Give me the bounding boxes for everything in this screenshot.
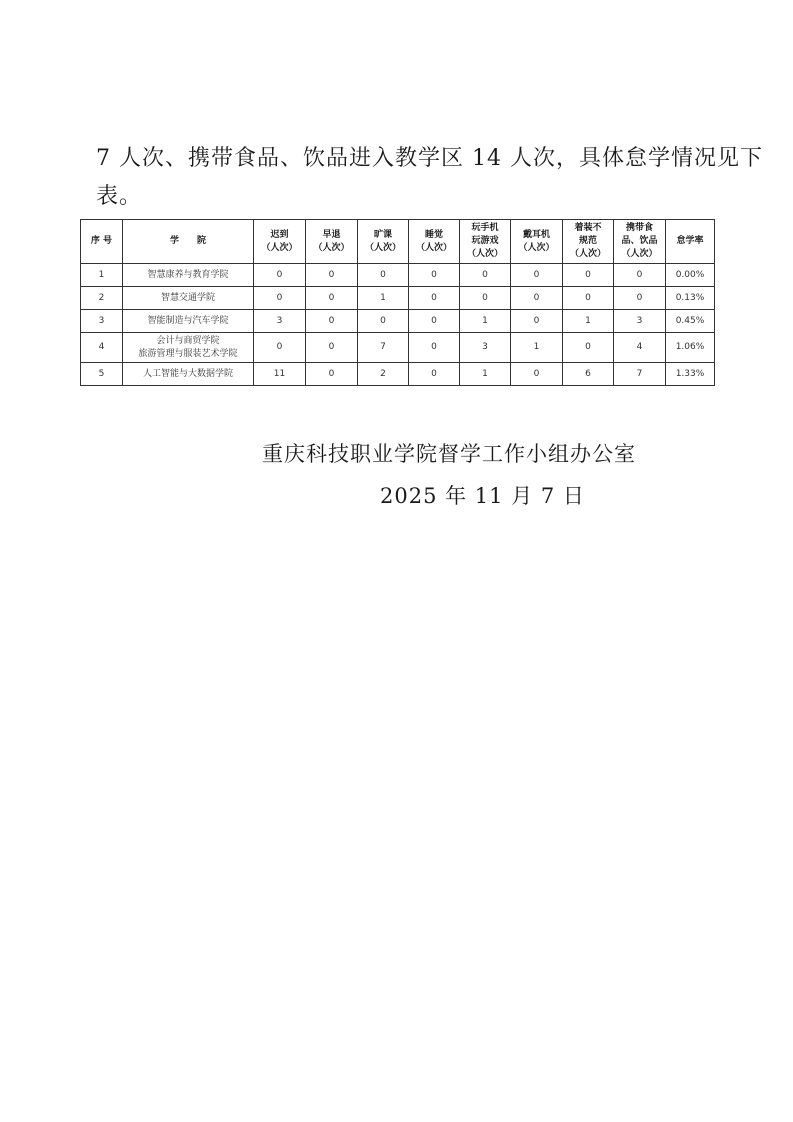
cell-value: 0	[254, 264, 306, 287]
body-paragraph	[96, 140, 763, 216]
header-truancy-rate: 怠学率	[666, 220, 715, 264]
header-college: 学 院	[123, 220, 254, 264]
cell-college: 智能制造与汽车学院	[123, 310, 254, 333]
cell-value: 0	[460, 264, 511, 287]
cell-rate: 1.33%	[666, 363, 715, 386]
cell-value: 2	[358, 363, 409, 386]
cell-rate: 1.06%	[666, 333, 715, 363]
cell-value: 0	[409, 310, 460, 333]
cell-value: 0	[614, 264, 666, 287]
cell-value: 0	[254, 287, 306, 310]
header-late: 迟到 （人次）	[254, 220, 306, 264]
cell-value: 0	[358, 310, 409, 333]
cell-value: 0	[563, 333, 614, 363]
issue-date: 2025 年 11 月 7 日	[380, 484, 585, 508]
cell-value: 0	[511, 310, 563, 333]
cell-value: 0	[511, 363, 563, 386]
table-row	[81, 287, 715, 310]
cell-no: 3	[81, 310, 123, 333]
header-absent: 旷课 （人次）	[358, 220, 409, 264]
cell-rate: 0.45%	[666, 310, 715, 333]
cell-value: 0	[409, 333, 460, 363]
cell-value: 7	[614, 363, 666, 386]
cell-value: 1	[563, 310, 614, 333]
cell-value: 0	[306, 264, 358, 287]
cell-value: 0	[460, 287, 511, 310]
cell-value: 7	[358, 333, 409, 363]
cell-value: 0	[409, 287, 460, 310]
cell-value: 0	[409, 363, 460, 386]
header-phone-games: 玩手机 玩游戏 （人次）	[460, 220, 511, 264]
header-no: 序 号	[81, 220, 123, 264]
header-dress-code: 着装不 规范 （人次）	[563, 220, 614, 264]
truancy-table	[80, 219, 715, 386]
header-sleeping: 睡觉 （人次）	[409, 220, 460, 264]
table-row	[81, 310, 715, 333]
cell-value: 0	[358, 264, 409, 287]
cell-value: 1	[460, 363, 511, 386]
cell-value: 1	[358, 287, 409, 310]
cell-no: 1	[81, 264, 123, 287]
cell-value: 1	[460, 310, 511, 333]
cell-value: 0	[409, 264, 460, 287]
issuing-office: 重庆科技职业学院督学工作小组办公室	[262, 442, 636, 466]
cell-value: 6	[563, 363, 614, 386]
cell-value: 0	[511, 264, 563, 287]
cell-value: 0	[306, 363, 358, 386]
cell-value: 0	[563, 287, 614, 310]
paragraph-line-1: 7 人次、携带食品、饮品进入教学区 14 人次，具体怠学情况见下	[96, 146, 763, 171]
table-header-row	[81, 220, 715, 264]
cell-value: 4	[614, 333, 666, 363]
cell-rate: 0.13%	[666, 287, 715, 310]
cell-value: 0	[563, 264, 614, 287]
paragraph-line-2: 表。	[96, 184, 143, 209]
cell-value: 11	[254, 363, 306, 386]
cell-college: 智慧康养与教育学院	[123, 264, 254, 287]
cell-value: 0	[306, 310, 358, 333]
header-earphones: 戴耳机 （人次）	[511, 220, 563, 264]
cell-value: 0	[511, 287, 563, 310]
cell-value: 0	[614, 287, 666, 310]
cell-value: 0	[254, 333, 306, 363]
cell-value: 3	[614, 310, 666, 333]
cell-college: 智慧交通学院	[123, 287, 254, 310]
cell-no: 2	[81, 287, 123, 310]
table-row	[81, 264, 715, 287]
cell-rate: 0.00%	[666, 264, 715, 287]
cell-value: 3	[460, 333, 511, 363]
cell-value: 0	[306, 287, 358, 310]
cell-college: 会计与商贸学院 旅游管理与服装艺术学院	[123, 333, 254, 363]
cell-no: 4	[81, 333, 123, 363]
cell-value: 1	[511, 333, 563, 363]
cell-no: 5	[81, 363, 123, 386]
cell-college: 人工智能与大数据学院	[123, 363, 254, 386]
table-row	[81, 333, 715, 363]
cell-value: 0	[306, 333, 358, 363]
table-row	[81, 363, 715, 386]
header-food-drink: 携带食 品、饮品 （人次）	[614, 220, 666, 264]
header-early-leave: 早退 （人次）	[306, 220, 358, 264]
cell-value: 3	[254, 310, 306, 333]
